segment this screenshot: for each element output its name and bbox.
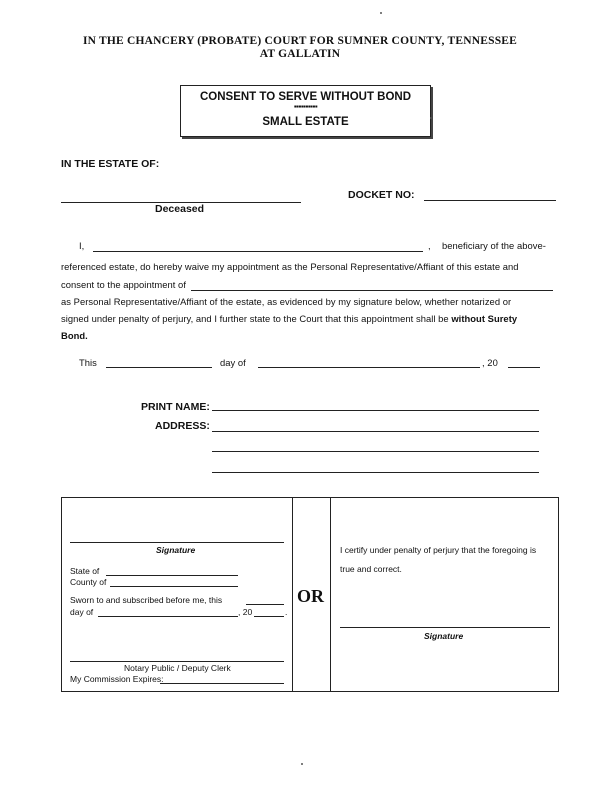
i-label: I, — [79, 240, 85, 251]
signature-box — [61, 497, 559, 692]
beneficiary-text: beneficiary of the above- — [442, 240, 546, 251]
comma: , — [428, 240, 431, 251]
perjury-signature-line[interactable] — [340, 627, 550, 628]
box-divider-left — [292, 498, 293, 691]
notary-signature-label: Signature — [156, 545, 196, 555]
commission-expires-label: My Commission Expires: — [70, 674, 164, 684]
form-title: CONSENT TO SERVE WITHOUT BOND — [199, 91, 412, 103]
address-line-2[interactable] — [212, 451, 539, 452]
deceased-label: Deceased — [155, 203, 205, 215]
notary-year-label: , 20 — [238, 607, 253, 617]
address-line-1[interactable] — [212, 431, 539, 432]
notary-clerk-line[interactable] — [70, 661, 284, 662]
notary-clerk-label: Notary Public / Deputy Clerk — [124, 663, 231, 673]
notary-year-line[interactable] — [254, 616, 284, 617]
day-line[interactable] — [106, 367, 212, 368]
form-subtitle: SMALL ESTATE — [262, 116, 349, 128]
notary-signature-line[interactable] — [70, 542, 284, 543]
year-line[interactable] — [508, 367, 540, 368]
bond-text: Bond. — [61, 330, 88, 341]
address-label: ADDRESS: — [155, 420, 210, 432]
sworn-label: Sworn to and subscribed before me, this — [70, 595, 223, 605]
without-surety-text: without Surety — [451, 313, 518, 324]
state-of-label: State of — [70, 566, 100, 576]
address-line-3[interactable] — [212, 472, 539, 473]
beneficiary-name-line[interactable] — [93, 251, 423, 252]
sworn-day-line[interactable] — [246, 604, 284, 605]
perjury-signature-label: Signature — [424, 631, 464, 641]
commission-expires-line[interactable] — [160, 683, 284, 684]
or-label: OR — [297, 586, 324, 606]
year-label: , 20 — [482, 357, 498, 368]
docket-label: DOCKET NO: — [348, 189, 415, 201]
perjury-text-line2: true and correct. — [340, 564, 402, 574]
print-name-line[interactable] — [212, 410, 539, 411]
perjury-text-line1: I certify under penalty of perjury that the foregoing is — [340, 545, 537, 555]
court-name-line2: AT GALLATIN — [259, 48, 341, 60]
this-label: This — [79, 357, 97, 368]
appointee-name-line[interactable] — [191, 290, 553, 291]
estate-of-label: IN THE ESTATE OF: — [61, 158, 160, 170]
consent-text-line3: consent to the appointment of — [61, 279, 186, 290]
box-divider-right — [330, 498, 331, 691]
docket-number-line[interactable] — [424, 200, 556, 201]
waiver-text-line2: referenced estate, do hereby waive my appointment as the Personal Representative/Affiant of this estate and — [61, 261, 519, 272]
county-of-label: County of — [70, 577, 107, 587]
title-box — [180, 85, 431, 137]
speck — [380, 12, 382, 14]
state-of-line[interactable] — [106, 575, 238, 576]
consent-text-line5 — [61, 310, 517, 327]
speck — [430, 117, 432, 119]
notary-day-of-label: day of — [70, 607, 94, 617]
title-separator: ▪▪▪▪▪▪▪▪▪▪ — [293, 102, 318, 111]
day-of-label: day of — [220, 357, 246, 368]
consent-text-line5-a: signed under penalty of perjury, and I further state to the Court that this appointment shall be — [61, 313, 452, 324]
notary-month-line[interactable] — [98, 616, 238, 617]
court-name-line1: IN THE CHANCERY (PROBATE) COURT FOR SUMNER COUNTY, TENNESSEE — [82, 35, 518, 47]
month-line[interactable] — [258, 367, 480, 368]
speck — [301, 763, 303, 765]
county-of-line[interactable] — [110, 586, 238, 587]
notary-year-end: . — [285, 607, 288, 617]
consent-text-line4: as Personal Representative/Affiant of the estate, as evidenced by my signature below, whether notarized or — [61, 296, 512, 307]
print-name-label: PRINT NAME: — [141, 401, 210, 413]
